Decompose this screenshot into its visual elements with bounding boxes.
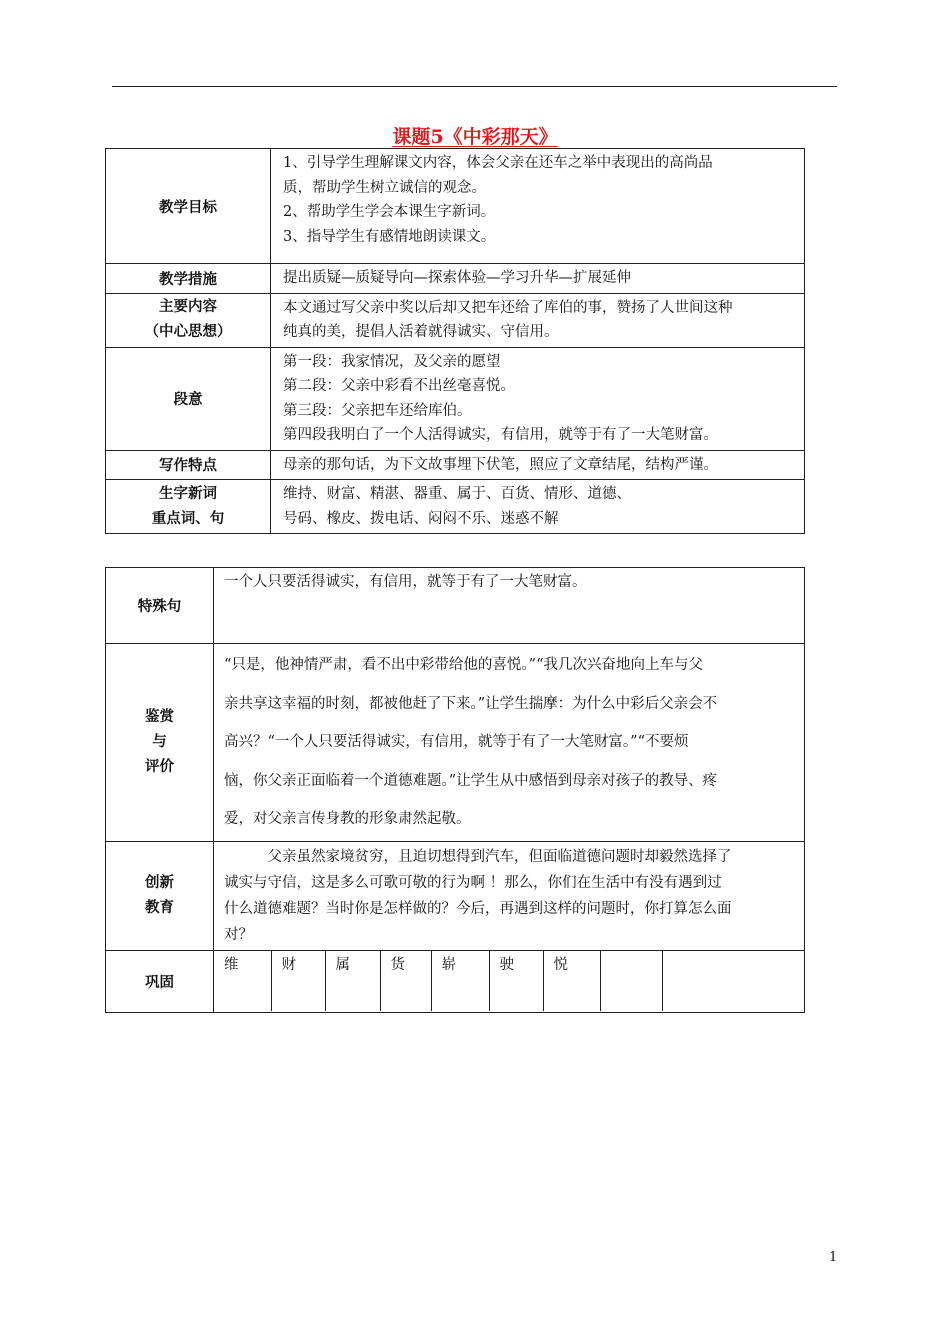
goals-line: 2、帮助学生学会本课生字新词。 [283, 204, 496, 220]
paragraph-line: 第三段：父亲把车还给库伯。 [283, 402, 472, 419]
label-words-1: 生字新词 [159, 485, 217, 502]
innovation-line: 父亲虽然家境贫穷，且迫切想得到汽车，但面临道德问题时却毅然选择了 [267, 848, 732, 865]
innovation-line: 诚实与守信，这是多么可歌可敬的行为啊 ！那么，你们在生活中有没有遇到过 [224, 874, 722, 891]
words-content [271, 480, 805, 534]
label-main-2: （中心思想） [144, 324, 232, 340]
innovation-content [214, 841, 805, 950]
paragraphs-content [271, 347, 805, 450]
label-writing: 写作特点 [106, 450, 271, 480]
row-words [106, 480, 805, 534]
row-paragraphs [106, 347, 805, 450]
innovation-line: 什么道德难题？当时你是怎样做的？今后，再遇到这样的问题时，你打算怎么面 [224, 900, 732, 917]
char-cell: 维 [224, 956, 239, 973]
char-cell: 属 [325, 951, 380, 1011]
label-main [106, 293, 271, 347]
words-line: 维持、财富、精湛、器重、属于、百货、情形、道德、 [283, 486, 631, 502]
row-innovation [106, 841, 805, 950]
measures-content: 提出质疑—质疑导向—探索体验—学习升华—扩展延伸 [271, 264, 805, 294]
goals-line: 3、指导学生有感情地朗读课文。 [283, 228, 496, 245]
label-goals: 教学目标 [106, 149, 271, 264]
goals-line: 1、引导学生理解课文内容，体会父亲在还车之举中表现出的高尚品 [283, 155, 713, 171]
label-innovation-1: 创新 [145, 874, 174, 891]
label-main-1: 主要内容 [159, 299, 217, 315]
label-words [106, 480, 271, 534]
goals-line: 质，帮助学生树立诚信的观念。 [283, 179, 486, 196]
appreciation-line: 高兴？“一个人只要活得诚实，有信用，就等于有了一大笔财富。”“不要烦 [224, 734, 689, 750]
appreciation-line: 亲共享这幸福的时刻，都被他赶了下来。”让学生揣摩：为什么中彩后父亲会不 [224, 695, 718, 712]
appreciation-line: 爱，对父亲言传身教的形象肃然起敬。 [224, 811, 471, 827]
appreciation-line: 恼，你父亲正面临着一个道德难题。”让学生从中感悟到母亲对孩子的教导、疼 [224, 772, 718, 789]
char-cell: 货 [380, 951, 431, 1011]
row-consolidate [106, 950, 805, 1012]
appreciation-table [105, 567, 805, 1013]
row-writing [106, 450, 805, 480]
special-content: 一个人只要活得诚实，有信用，就等于有了一大笔财富。 [214, 568, 805, 644]
paragraph-line: 第二段：父亲中彩看不出丝毫喜悦。 [283, 378, 515, 394]
label-appreciation [106, 644, 214, 842]
page-number: 1 [829, 1250, 838, 1265]
label-appreciation-3: 评价 [145, 758, 174, 775]
writing-content: 母亲的那句话，为下文故事埋下伏笔，照应了文章结尾，结构严谨。 [271, 450, 805, 480]
paragraph-line: 第一段：我家情况，及父亲的愿望 [283, 353, 501, 370]
main-line: 纯真的美，提倡人活着就得诚实、守信用。 [283, 324, 559, 340]
row-measures [106, 264, 805, 294]
label-measures: 教学措施 [106, 264, 271, 294]
row-goals [106, 149, 805, 264]
page-title: 课题5《中彩那天》 [392, 126, 558, 148]
innovation-line: 对？ [224, 926, 253, 943]
lesson-plan-table [105, 148, 805, 534]
consolidate-grid [214, 950, 805, 1012]
char-cell: 驶 [489, 951, 543, 1011]
label-special: 特殊句 [106, 568, 214, 644]
label-appreciation-1: 鉴赏 [145, 708, 174, 725]
appreciation-content [214, 644, 805, 842]
label-appreciation-2: 与 [152, 733, 167, 750]
label-words-2: 重点词、句 [151, 510, 225, 527]
goals-content [271, 149, 805, 264]
char-cell: 悦 [543, 951, 600, 1011]
main-line: 本文通过写父亲中奖以后却又把车还给了库伯的事，赞扬了人世间这种 [283, 299, 733, 316]
row-special [106, 568, 805, 644]
char-cell [600, 951, 662, 1011]
label-innovation-2: 教育 [145, 899, 174, 916]
label-paragraphs: 段意 [106, 347, 271, 450]
main-content [271, 293, 805, 347]
row-main [106, 293, 805, 347]
row-appreciation [106, 644, 805, 842]
header-rule [112, 86, 837, 87]
appreciation-line: “只是，他神情严肃，看不出中彩带给他的喜悦。”“我几次兴奋地向上车与父 [224, 657, 703, 673]
char-cell [662, 951, 804, 1011]
label-innovation [106, 841, 214, 950]
paragraph-line: 第四段我明白了一个人活得诚实，有信用，就等于有了一大笔财富。 [283, 427, 718, 443]
label-consolidate: 巩固 [106, 950, 214, 1012]
words-line: 号码、橡皮、拨电话、闷闷不乐、迷惑不解 [283, 510, 559, 527]
char-cell: 财 [271, 951, 325, 1011]
char-cell: 崭 [431, 951, 489, 1011]
character-grid [214, 951, 804, 1011]
